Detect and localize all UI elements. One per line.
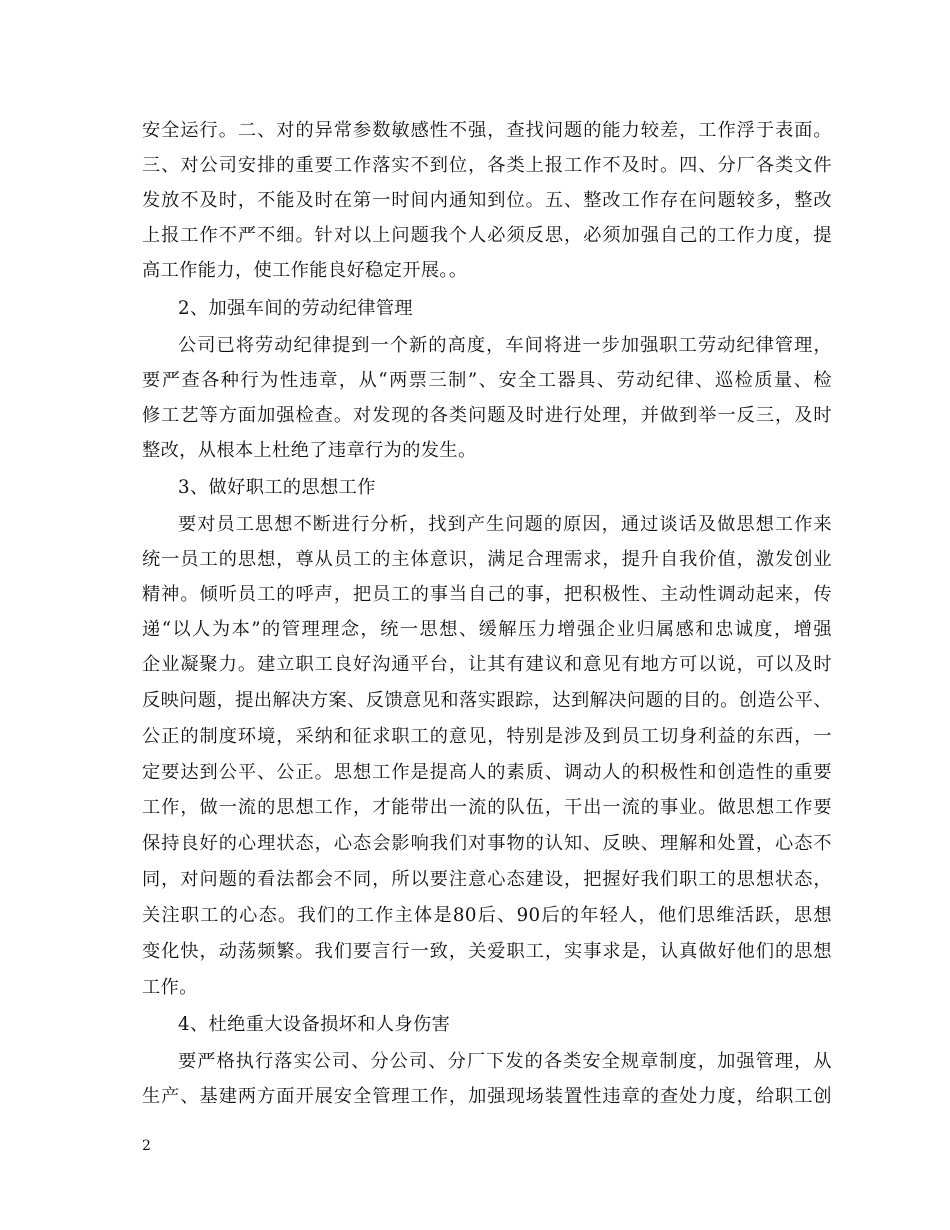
body-text-line: 企业凝聚力。建立职工良好沟通平台，让其有建议和意见有地方可以说，可以及时: [142, 654, 832, 675]
body-text-line: 要严格执行落实公司、分公司、分厂下发的各类安全规章制度，加强管理，从: [178, 1051, 832, 1072]
body-text-line: 整改，从根本上杜绝了违章行为的发生。: [142, 440, 477, 461]
body-text-line: 变化快，动荡频繁。我们要言行一致，关爱职工，实事求是，认真做好他们的思想: [142, 941, 832, 962]
body-text-line: 工作。: [142, 977, 198, 998]
body-text-line: 生产、基建两方面开展安全管理工作，加强现场装置性违章的查处力度，给职工创: [142, 1086, 832, 1107]
body-text-line: 公正的制度环境，采纳和征求职工的意见，特别是涉及到员工切身利益的东西，一: [142, 726, 832, 747]
section-heading: 3、做好职工的思想工作: [178, 477, 376, 498]
page-number: 2: [142, 1138, 151, 1154]
body-text-line: 关注职工的心态。我们的工作主体是80后、90后的年轻人，他们思维活跃，思想: [142, 905, 832, 926]
body-text-line: 上报工作不严不细。针对以上问题我个人必须反思，必须加强自己的工作力度，提: [142, 225, 832, 246]
body-text-line: 反映问题，提出解决方案、反馈意见和落实跟踪，达到解决问题的目的。创造公平、: [142, 690, 832, 711]
body-text-line: 工作，做一流的思想工作，才能带出一流的队伍，干出一流的事业。做思想工作要: [142, 797, 832, 818]
body-text-line: 保持良好的心理状态，心态会影响我们对事物的认知、反映、理解和处置，心态不: [142, 833, 832, 854]
body-text-line: 要对员工思想不断进行分析，找到产生问题的原因，通过谈话及做思想工作来: [178, 514, 832, 535]
body-text-line: 高工作能力，使工作能良好稳定开展。。: [142, 260, 468, 281]
body-text-line: 定要达到公平、公正。思想工作是提高人的素质、调动人的积极性和创造性的重要: [142, 762, 832, 783]
body-text-line: 统一员工的思想，尊从员工的主体意识，满足合理需求，提升自我价值，激发创业: [142, 549, 832, 570]
body-text-line: 公司已将劳动纪律提到一个新的高度，车间将进一步加强职工劳动纪律管理，: [178, 335, 832, 356]
body-text-line: 同，对问题的看法都会不同，所以要注意心态建设，把握好我们职工的思想状态，: [142, 869, 832, 890]
body-text-line: 修工艺等方面加强检查。对发现的各类问题及时进行处理，并做到举一反三，及时: [142, 405, 832, 426]
body-text-line: 发放不及时，不能及时在第一时间内通知到位。五、整改工作存在问题较多，整改: [142, 190, 832, 211]
body-text-line: 递“以人为本”的管理理念，统一思想、缓解压力增强企业归属感和忠诚度，增强: [142, 619, 832, 640]
section-heading: 2、加强车间的劳动纪律管理: [178, 298, 414, 319]
section-heading: 4、杜绝重大设备损坏和人身伤害: [178, 1014, 451, 1035]
body-text-line: 三、对公司安排的重要工作落实不到位，各类上报工作不及时。四、分厂各类文件: [142, 155, 832, 176]
body-text-line: 要严查各种行为性违章，从“两票三制”、安全工器具、劳动纪律、巡检质量、检: [142, 370, 832, 391]
body-text-line: 安全运行。二、对的异常参数敏感性不强，查找问题的能力较差，工作浮于表面。: [142, 120, 832, 141]
body-text-line: 精神。倾听员工的呼声，把员工的事当自己的事，把积极性、主动性调动起来，传: [142, 584, 832, 605]
